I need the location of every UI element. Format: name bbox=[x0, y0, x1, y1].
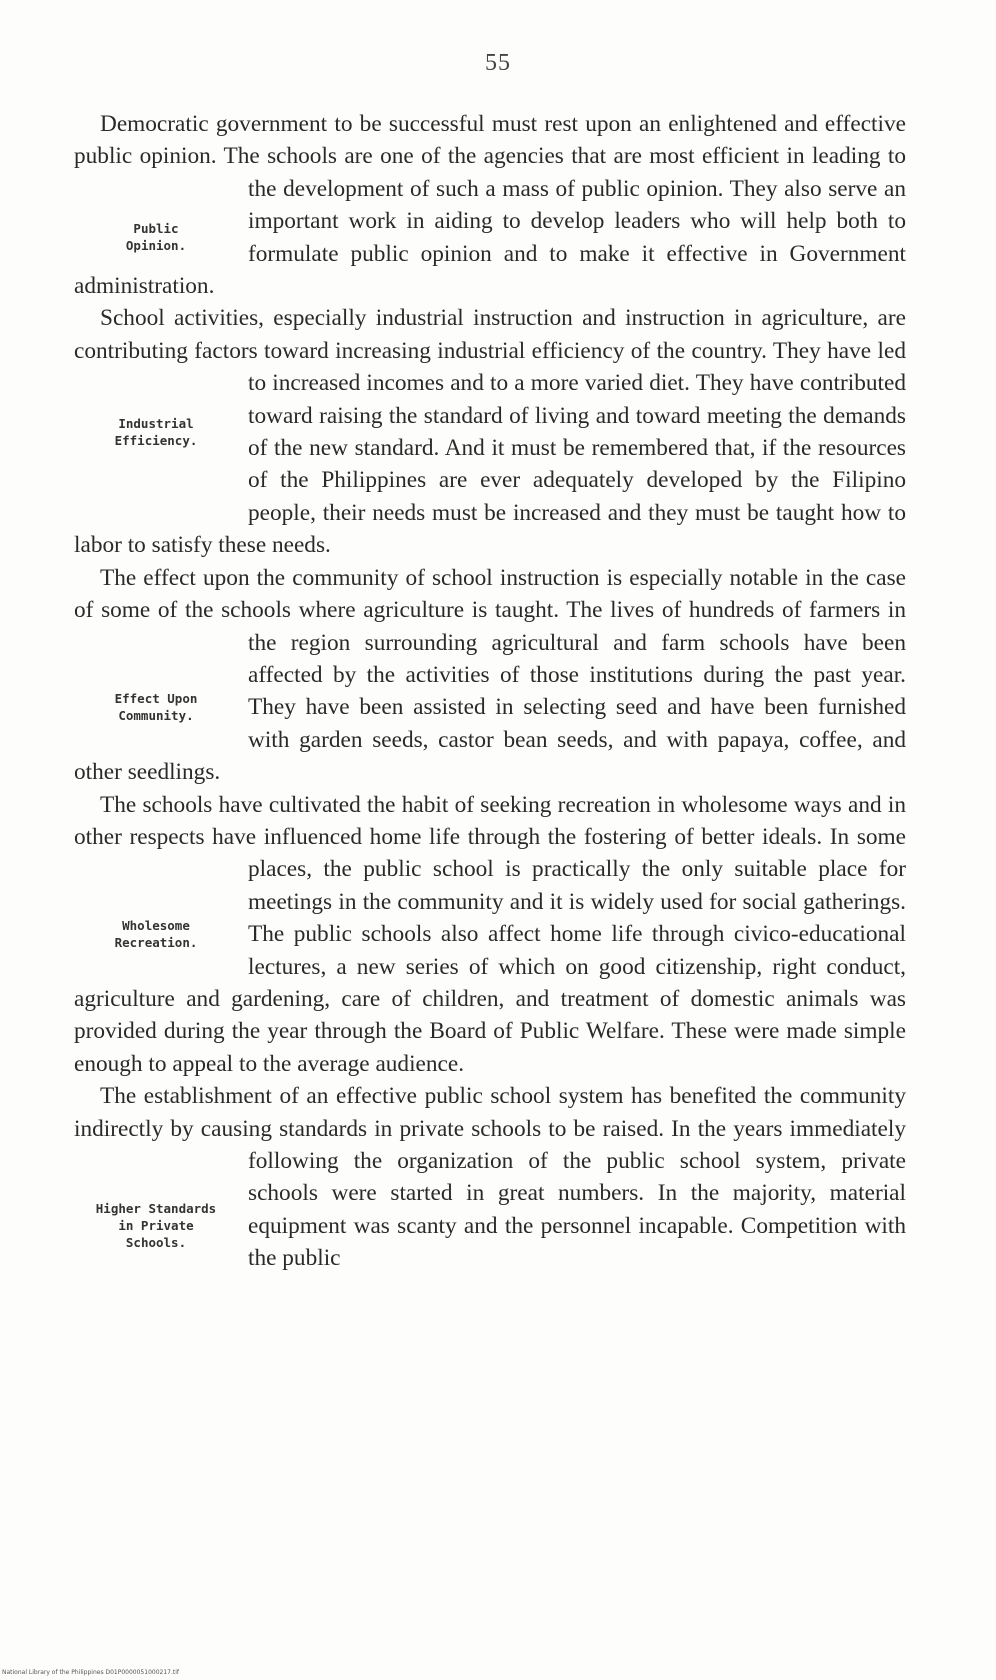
paragraph-text: The schools have cultivated the habit of seeking recreation in wholesome ways and in other respects have influenced home life through the fostering of better ideals. In some places, the public school is practically the only suitable place for meetings in the community and it is widely used for social gatherings. The public schools also affect home life through civico-educational lectures, a new series of which on good citizenship, right conduct, agriculture and gardening, care of children, and treatment of domestic animals was provided during the year through the Board of Public Welfare. These were made simple enough to appeal to the average audience. bbox=[74, 791, 906, 1077]
paragraph-text: School activities, especially industrial instruction and instruction in agriculture, are contributing factors toward increasing industrial efficiency of the country. They have led to increased incomes and to a more varied diet. They have contributed toward raising the standard of living and toward meeting the demands of the new standard. And it must be remembered that, if the resources of the Philippines are ever adequately developed by the Filipino people, their needs must be increased and they must be taught how to labor to satisfy these needs. bbox=[74, 305, 906, 559]
sidenote-public-opinion: Public Opinion. bbox=[125, 221, 187, 253]
paragraph-text: The effect upon the community of school instruction is especially notable in the case of some of the schools where agriculture is taught. The lives of hundreds of farmers in the region surrounding agricultural and farm schools have been affected by the activities of those institutions during the past year. They have been assisted in selecting seed and have been furnished with garden seeds, castor bean seeds, and with papaya, coffee, and other seedlings. bbox=[74, 564, 906, 786]
paragraph-wholesome-recreation bbox=[74, 789, 906, 1081]
sidenote-effect-upon-community: Effect Upon Community. bbox=[114, 691, 198, 724]
sidenote-industrial-efficiency: Industrial Efficiency. bbox=[114, 416, 198, 449]
paragraph-text: Democratic government to be successful must rest upon an enlightened and effective public opinion. The schools are one of the agencies that are most efficient in leading to the development of such a mass of public opinion. They also serve an important work in aiding to develop leaders who will help both to formulate public opinion and to make it effective in Government administration. bbox=[74, 111, 906, 300]
sidenote-higher-standards: Higher Standards in Private Schools. bbox=[95, 1201, 217, 1251]
page-number: 55 bbox=[485, 50, 511, 76]
paragraph-public-opinion bbox=[74, 108, 906, 302]
paragraph-text: The establishment of an effective public school system has benefited the community indirectly by causing standards in private schools to be raised. In the years immediately following the organization of the public school system, private schools were started in great numbers. In the majority, material equipment was scanty and the personnel incapable. Competition with the public bbox=[74, 1083, 906, 1272]
paragraph-higher-standards bbox=[74, 1080, 906, 1274]
paragraph-industrial-efficiency bbox=[74, 302, 906, 561]
text-column bbox=[74, 108, 906, 1275]
paragraph-effect-upon-community bbox=[74, 562, 906, 789]
footer-label: National Library of the Philippines D01P0000051000217.tif bbox=[2, 1669, 180, 1676]
sidenote-wholesome-recreation: Wholesome Recreation. bbox=[114, 918, 198, 951]
